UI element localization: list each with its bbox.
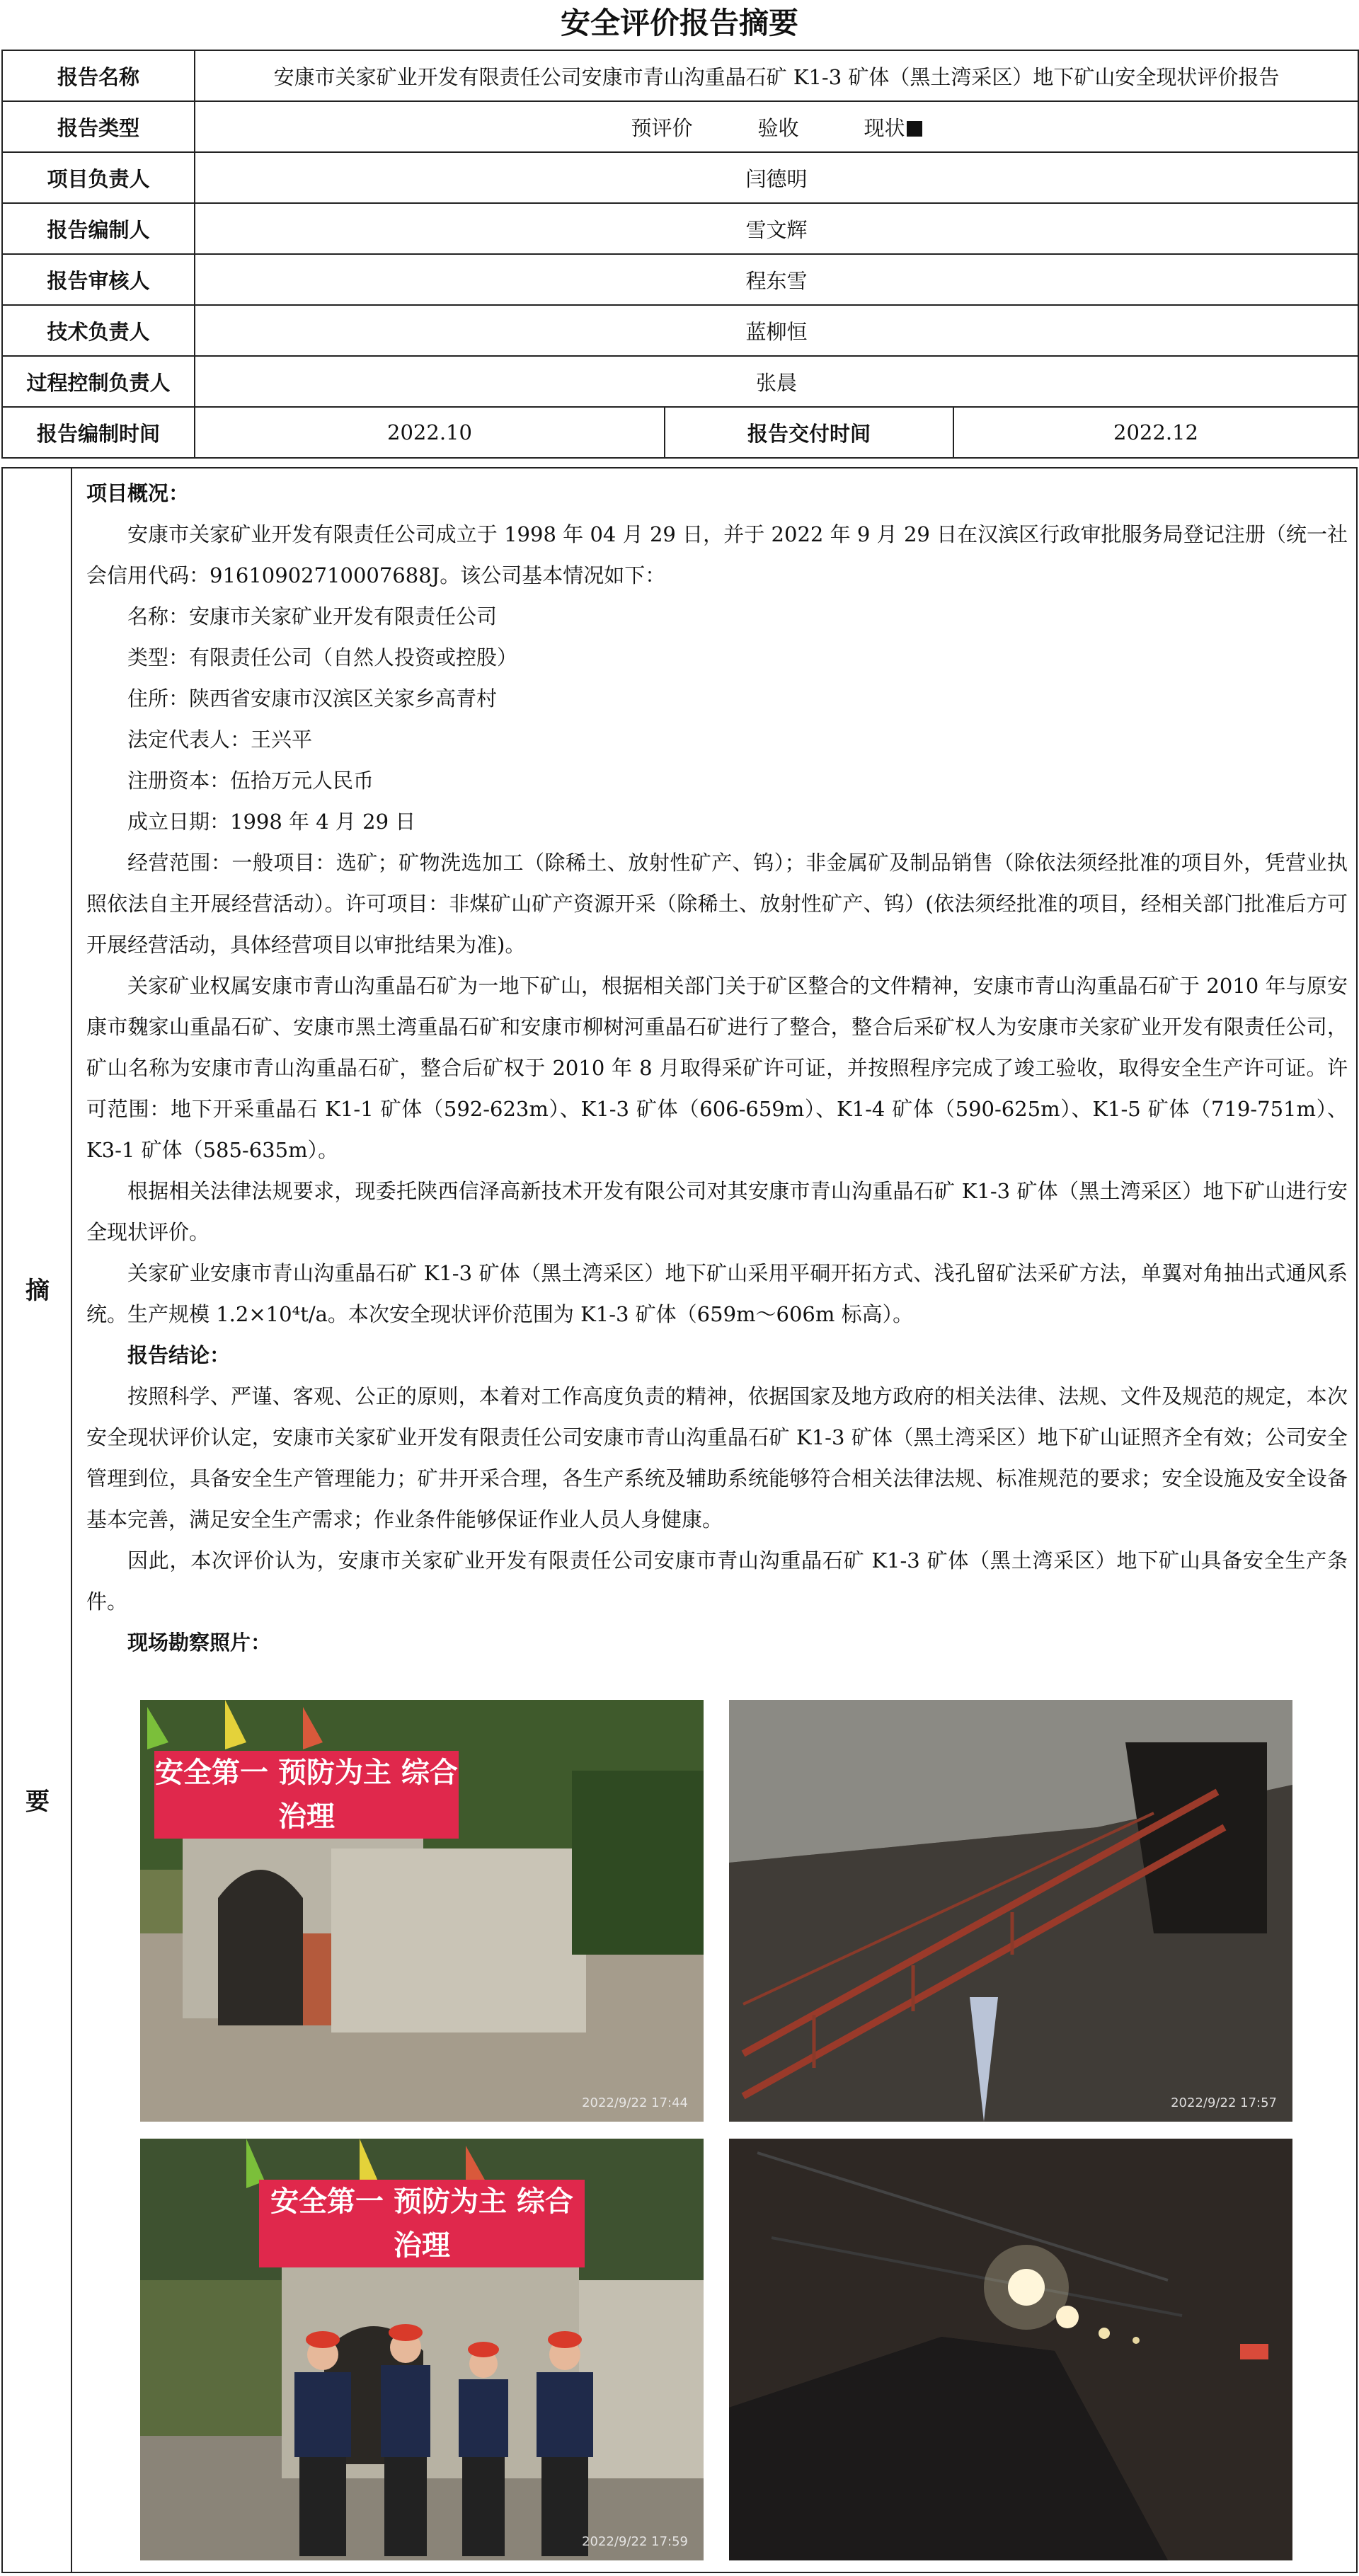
mining-method-paragraph: 关家矿业安康市青山沟重晶石矿 K1-3 矿体（黑土湾采区）地下矿山采用平硐开拓方式、浅孔留矿法采矿方法，单翼对角抽出式通风系统。生产规模 1.2×10⁴t/a。本次安全现状评价范围为 K1-3 矿体（659m～606m 标高）。 — [86, 1261, 1348, 1326]
company-address: 住所：陕西省安康市汉滨区关家乡高青村 — [127, 686, 498, 711]
safety-banner-1: 安全第一 预防为主 综合治理 — [154, 1751, 459, 1839]
final-conclusion: 因此，本次评价认为，安康市关家矿业开发有限责任公司安康市青山沟重晶石矿 K1-3 矿体（黑土湾采区）地下矿山具备安全生产条件。 — [86, 1548, 1348, 1614]
site-photo-dark-tunnel — [729, 2139, 1292, 2560]
type-accept: 验收 — [757, 115, 799, 140]
summary-section — [1, 467, 1358, 2573]
type-current-group — [864, 116, 922, 140]
checked-box-icon — [907, 121, 922, 137]
page-title: 安全评价报告摘要 — [560, 6, 798, 40]
label-compile-time: 报告编制时间 — [2, 407, 195, 458]
mine-integration-paragraph: 关家矿业权属安康市青山沟重晶石矿为一地下矿山，根据相关部门关于矿区整合的文件精神，安康市青山沟重晶石矿于 2010 年与原安康市魏家山重晶石矿、安康市黑土湾重晶石矿和安康市柳树河重晶石矿进行了整合，整合后采矿权人为安康市关家矿业开发有限责任公司，矿山名称为安康市青山沟重晶石矿，整合后矿权于 2010 年 8 月取得采矿许可证，并按照程序完成了竣工验收，取得安全生产许可证。许可范围：地下开采重晶石 K1-1 矿体（592-623m）、K1-3 矿体（606-659m）、K1-4 矿体（590-625m）、K1-5 矿体（719-751m）、K3-1 矿体（585-635m）。 — [86, 974, 1348, 1162]
photo-timestamp-1: 2022/9/22 17:44 — [582, 2095, 688, 2110]
label-tech-lead: 技术负责人 — [2, 305, 195, 356]
commission-paragraph: 根据相关法律法规要求，现委托陕西信泽高新技术开发有限公司对其安康市青山沟重晶石矿 K1-3 矿体（黑土湾采区）地下矿山进行安全现状评价。 — [86, 1179, 1348, 1244]
value-tech-lead: 蓝柳恒 — [195, 305, 1358, 356]
summary-side-label — [3, 468, 72, 2572]
site-photo-group — [140, 2139, 704, 2560]
business-scope: 经营范围：一般项目：选矿；矿物洗选加工（除稀土、放射性矿产、钨）；非金属矿及制品销售（除依法须经批准的项目外，凭营业执照依法自主开展经营活动）。许可项目：非煤矿山矿产资源开采（除稀土、放射性矿产、钨）(依法须经批准的项目，经相关部门批准后方可开展经营活动，具体经营项目以审批结果为准)。 — [86, 851, 1348, 957]
company-capital: 注册资本：伍拾万元人民币 — [127, 769, 374, 793]
value-deliver-time: 2022.12 — [953, 407, 1358, 458]
company-founded: 成立日期：1998 年 4 月 29 日 — [127, 810, 416, 834]
row-times — [2, 407, 1358, 458]
photo-tunnel-drawing — [729, 1700, 1292, 2122]
company-name: 名称：安康市关家矿业开发有限责任公司 — [127, 604, 498, 628]
overview-heading: 项目概况： — [86, 481, 190, 505]
row-compiler — [2, 203, 1358, 254]
photos-heading: 现场勘察照片： — [127, 1631, 272, 1655]
value-report-name: 安康市关家矿业开发有限责任公司安康市青山沟重晶石矿 K1-3 矿体（黑土湾采区）地下矿山安全现状评价报告 — [195, 50, 1358, 101]
row-report-type — [2, 101, 1358, 152]
label-deliver-time: 报告交付时间 — [665, 407, 953, 458]
type-pre: 预评价 — [631, 115, 693, 140]
row-project-lead — [2, 152, 1358, 203]
label-reviewer: 报告审核人 — [2, 254, 195, 305]
value-project-lead: 闫德明 — [195, 152, 1358, 203]
label-report-type: 报告类型 — [2, 101, 195, 152]
value-compiler: 雪文辉 — [195, 203, 1358, 254]
label-compiler: 报告编制人 — [2, 203, 195, 254]
conclusion-heading: 报告结论： — [127, 1343, 231, 1367]
row-process-lead — [2, 356, 1358, 407]
label-project-lead: 项目负责人 — [2, 152, 195, 203]
photo-dark-tunnel-drawing — [729, 2139, 1292, 2560]
value-compile-time: 2022.10 — [195, 407, 665, 458]
value-process-lead: 张晨 — [195, 356, 1358, 407]
summary-label-top: 摘 — [25, 1277, 50, 1305]
report-info-table — [1, 50, 1359, 459]
company-rep: 法定代表人：王兴平 — [127, 728, 313, 752]
row-tech-lead — [2, 305, 1358, 356]
overview-paragraph: 安康市关家矿业开发有限责任公司成立于 1998 年 04 月 29 日，并于 2022 年 9 月 29 日在汉滨区行政审批服务局登记注册（统一社会信用代码：91610902710007688J。该公司基本情况如下： — [86, 522, 1348, 587]
value-reviewer: 程东雪 — [195, 254, 1358, 305]
label-process-lead: 过程控制负责人 — [2, 356, 195, 407]
safety-banner-2: 安全第一 预防为主 综合治理 — [259, 2180, 585, 2267]
conclusion-paragraph: 按照科学、严谨、客观、公正的原则，本着对工作高度负责的精神，依据国家及地方政府的相关法律、法规、文件及规范的规定，本次安全现状评价认定，安康市关家矿业开发有限责任公司安康市青山沟重晶石矿 K1-3 矿体（黑土湾采区）地下矿山证照齐全有效；公司安全管理到位，具备安全生产管理能力；矿井开采合理，各生产系统及辅助系统能够符合相关法律法规、标准规范的要求；安全设施及安全设备基本完善，满足安全生产需求；作业条件能够保证作业人员人身健康。 — [86, 1384, 1348, 1531]
label-report-name: 报告名称 — [2, 50, 195, 101]
row-report-name — [2, 50, 1358, 101]
photo-timestamp-2: 2022/9/22 17:57 — [1171, 2095, 1277, 2110]
summary-content — [86, 473, 1348, 1663]
value-report-type — [195, 101, 1358, 152]
photo-timestamp-3: 2022/9/22 17:59 — [582, 2534, 688, 2549]
site-photo-tunnel — [729, 1700, 1292, 2122]
company-type: 类型：有限责任公司（自然人投资或控股） — [127, 645, 518, 669]
type-current: 现状 — [864, 115, 905, 140]
row-reviewer — [2, 254, 1358, 305]
summary-label-bottom: 要 — [25, 1788, 50, 1816]
site-photo-entrance — [140, 1700, 704, 2122]
